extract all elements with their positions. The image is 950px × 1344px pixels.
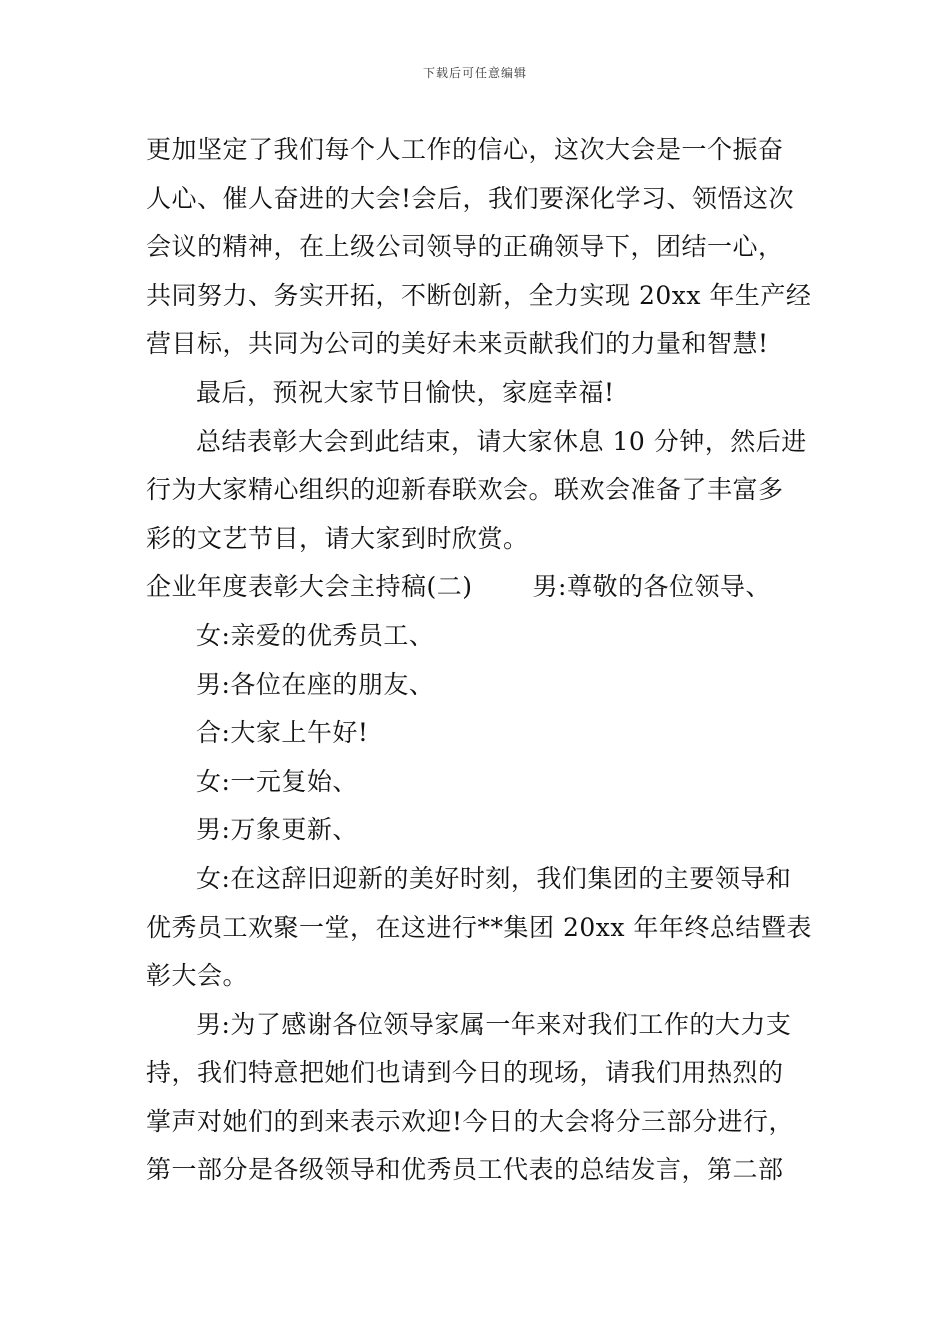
text-line: 营目标，共同为公司的美好未来贡献我们的力量和智慧! — [146, 329, 769, 359]
page-header: 下载后可任意编辑 — [422, 66, 527, 80]
dialogue-line: 男:尊敬的各位领导、 — [532, 572, 771, 602]
dialogue-line: 合:大家上午好! — [196, 718, 369, 748]
text-line: 行为大家精心组织的迎新春联欢会。联欢会准备了丰富多 — [146, 475, 784, 505]
dialogue-line: 男:万象更新、 — [196, 815, 358, 845]
dialogue-line: 男:为了感谢各位领导家属一年来对我们工作的大力支 — [196, 1009, 792, 1039]
text-line: 优秀员工欢聚一堂，在这进行**集团 20xx 年年终总结暨表 — [146, 912, 812, 942]
text-line: 会议的精神，在上级公司领导的正确领导下，团结一心， — [146, 232, 784, 262]
section-heading-line — [146, 563, 811, 612]
dialogue-line: 女:一元复始、 — [196, 766, 358, 796]
dialogue-line: 男:各位在座的朋友、 — [196, 669, 435, 699]
text-line: 共同努力、务实开拓，不断创新，全力实现 20xx 年生产经 — [146, 280, 812, 310]
dialogue-line: 女:在这辞旧迎新的美好时刻，我们集团的主要领导和 — [196, 863, 792, 893]
document-body — [146, 126, 811, 1195]
paragraph-line: 总结表彰大会到此结束，请大家休息 10 分钟，然后进 — [196, 426, 807, 456]
text-line: 持，我们特意把她们也请到今日的现场，请我们用热烈的 — [146, 1058, 784, 1088]
paragraph-line: 最后，预祝大家节日愉快，家庭幸福! — [196, 377, 615, 407]
text-line: 人心、催人奋进的大会!会后，我们要深化学习、领悟这次 — [146, 183, 795, 213]
text-line: 第一部分是各级领导和优秀员工代表的总结发言，第二部 — [146, 1155, 784, 1185]
text-line: 彩的文艺节目，请大家到时欣赏。 — [146, 523, 529, 553]
text-line: 彰大会。 — [146, 961, 249, 991]
text-line: 掌声对她们的到来表示欢迎!今日的大会将分三部分进行， — [146, 1106, 795, 1136]
section-title: 企业年度表彰大会主持稿(二) — [146, 572, 473, 602]
text-line: 更加坚定了我们每个人工作的信心，这次大会是一个振奋 — [146, 135, 784, 164]
dialogue-line: 女:亲爱的优秀员工、 — [196, 620, 435, 650]
